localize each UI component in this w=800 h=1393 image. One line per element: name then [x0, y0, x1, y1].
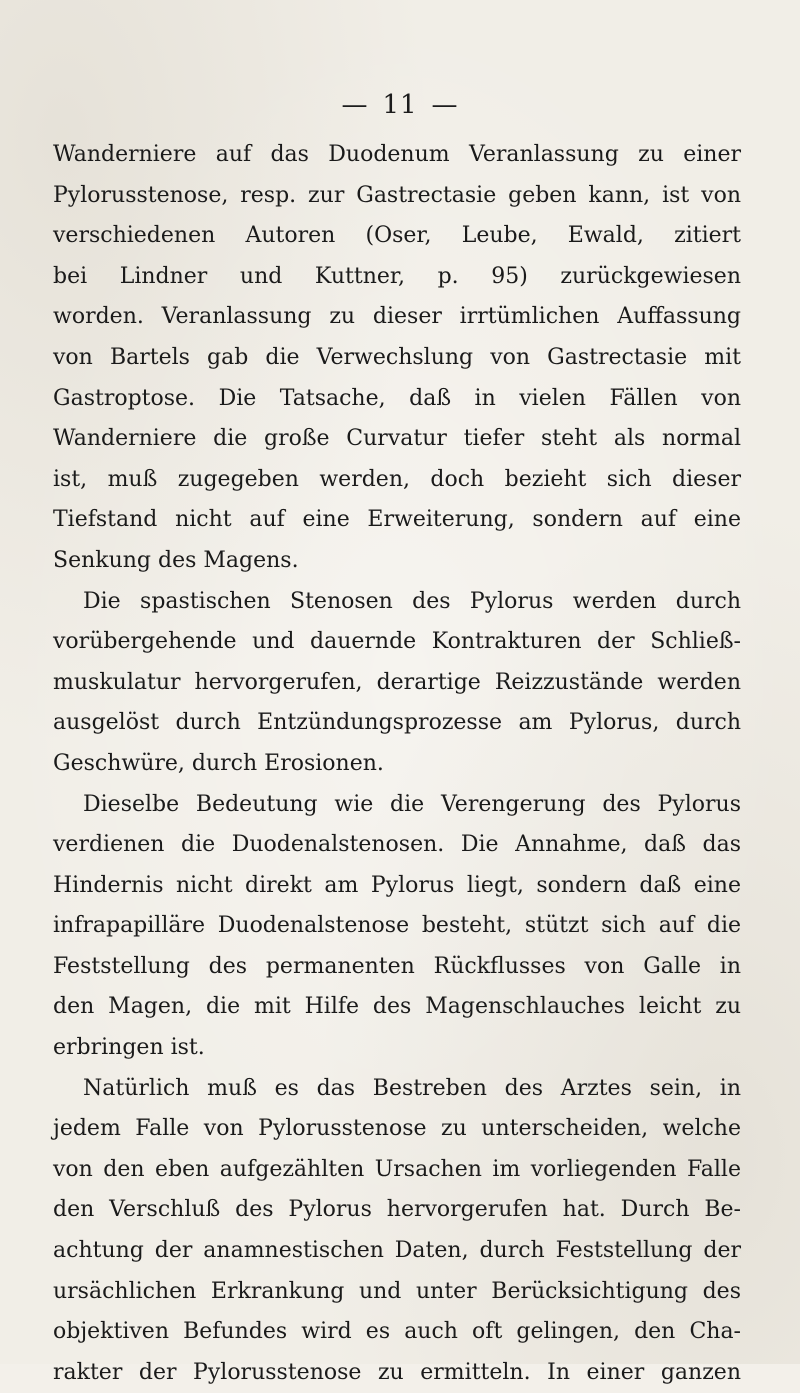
- text-line: ursächlichen Erkrankung und unter Berücksichtigung des: [53, 1278, 741, 1304]
- text-line: rakter der Pylorusstenose zu ermitteln. In einer ganzen: [53, 1359, 741, 1385]
- text-line: Geschwüre, durch Erosionen.: [53, 750, 384, 776]
- text-line: den Magen, die mit Hilfe des Magenschlauches leicht zu: [53, 994, 741, 1020]
- text-line: verdienen die Duodenalstenosen. Die Annahme, daß das: [53, 832, 741, 858]
- body-text: [53, 135, 741, 1393]
- text-line: Gastroptose. Die Tatsache, daß in vielen Fällen von: [53, 385, 741, 411]
- text-line: Natürlich muß es das Bestreben des Arztes sein, in: [83, 1075, 741, 1101]
- text-line: von den eben aufgezählten Ursachen im vorliegenden Falle: [53, 1156, 741, 1182]
- text-line: infrapapilläre Duodenalstenose besteht, stützt sich auf die: [53, 913, 741, 939]
- text-line: objektiven Befundes wird es auch oft gelingen, den Cha-: [53, 1319, 741, 1345]
- text-line: vorübergehende und dauernde Kontrakturen der Schließ-: [53, 629, 741, 655]
- text-line: Senkung des Magens.: [53, 547, 299, 573]
- text-line: Dieselbe Bedeutung wie die Verengerung des Pylorus: [83, 791, 741, 817]
- text-line: Pylorusstenose, resp. zur Gastrectasie geben kann, ist von: [53, 182, 741, 208]
- text-line: muskulatur hervorgerufen, derartige Reizzustände werden: [53, 669, 741, 695]
- page-number: [0, 90, 800, 120]
- text-line: Tiefstand nicht auf eine Erweiterung, sondern auf eine: [53, 507, 741, 533]
- text-line: jedem Falle von Pylorusstenose zu unterscheiden, welche: [53, 1116, 741, 1142]
- text-line: bei Lindner und Kuttner, p. 95) zurückgewiesen: [53, 263, 741, 289]
- page-number-dash-left: —: [341, 90, 369, 120]
- text-line: ausgelöst durch Entzündungsprozesse am Pylorus, durch: [53, 710, 741, 736]
- text-line: Feststellung des permanenten Rückflusses von Galle in: [53, 953, 741, 979]
- text-line: verschiedenen Autoren (Oser, Leube, Ewald, zitiert: [53, 223, 741, 249]
- text-line: erbringen ist.: [53, 1035, 205, 1061]
- text-line: Wanderniere die große Curvatur tiefer steht als normal: [53, 426, 741, 452]
- text-line: Wanderniere auf das Duodenum Veranlassung zu einer: [53, 142, 741, 167]
- text-line: von Bartels gab die Verwechslung von Gastrectasie mit: [53, 344, 741, 370]
- text-line: den Verschluß des Pylorus hervorgerufen hat. Durch Be-: [53, 1197, 741, 1223]
- text-line: Die spastischen Stenosen des Pylorus werden durch: [83, 588, 741, 614]
- text-line: worden. Veranlassung zu dieser irrtümlichen Auffassung: [53, 304, 741, 330]
- text-line: Hindernis nicht direkt am Pylorus liegt, sondern daß eine: [53, 872, 741, 898]
- page-number-dash-right: —: [431, 90, 459, 120]
- page-number-value: 11: [382, 90, 418, 120]
- text-line: ist, muß zugegeben werden, doch bezieht sich dieser: [53, 466, 741, 492]
- text-line: achtung der anamnestischen Daten, durch Feststellung der: [53, 1238, 741, 1264]
